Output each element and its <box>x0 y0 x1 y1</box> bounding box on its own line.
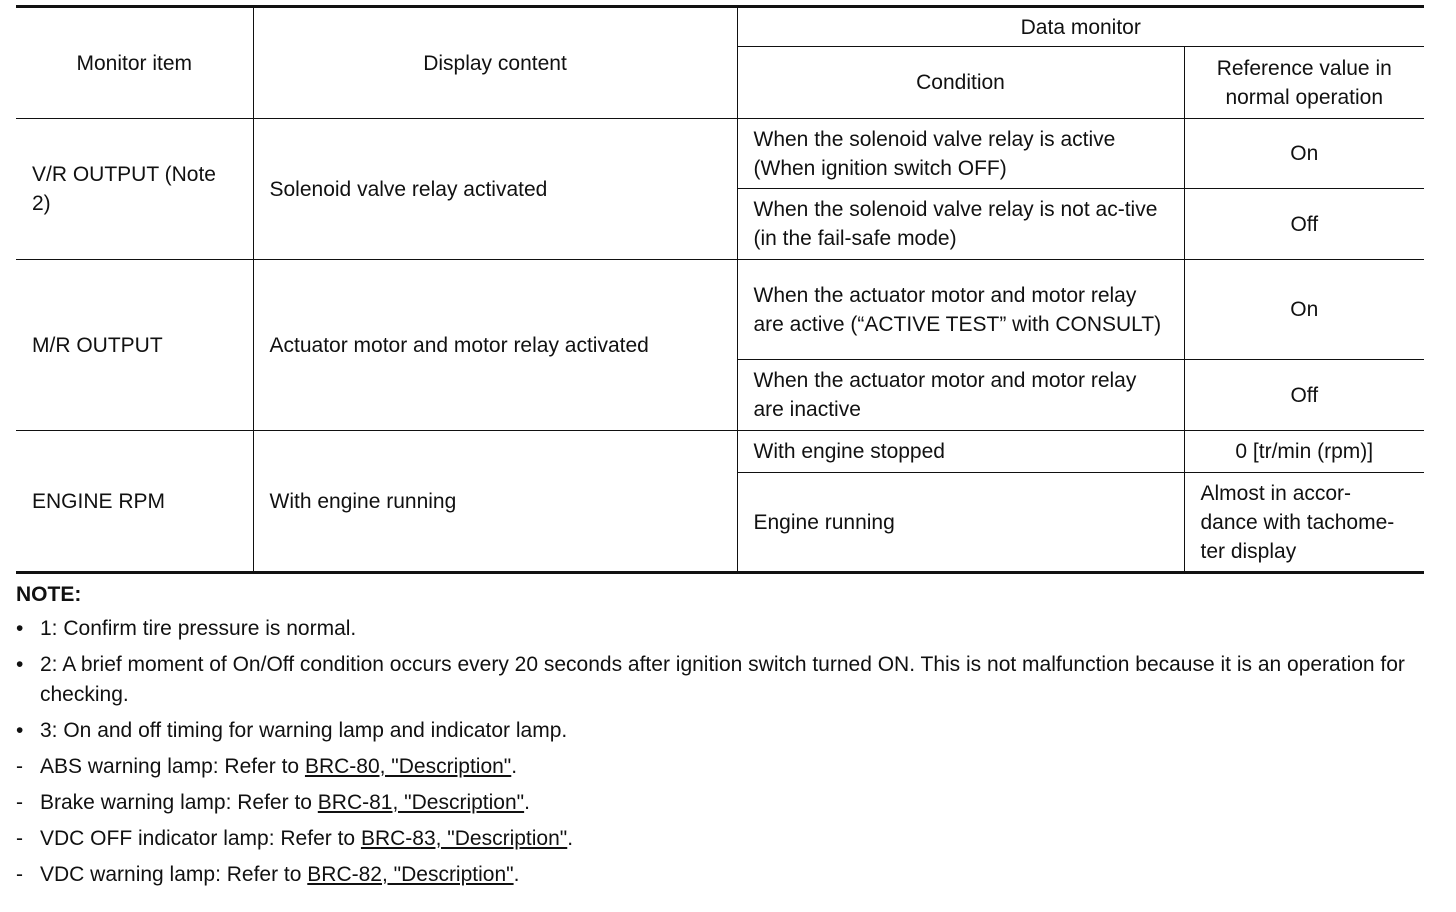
dash-mark: - <box>16 827 23 850</box>
header-display-content: Display content <box>253 7 737 119</box>
reference-link-brc-82[interactable]: BRC-82, "Description" <box>307 863 514 886</box>
display-content-cell: Actuator motor and motor relay activated <box>253 260 737 431</box>
reference-suffix: . <box>567 827 574 850</box>
reference-link-brc-83[interactable]: BRC-83, "Description" <box>360 827 568 850</box>
condition-cell: Engine running <box>737 473 1184 573</box>
note-text: 2: A brief moment of On/Off condition occurs every 20 seconds after ignition switch turned ON. This is not malfunction because it is an operation for checking. <box>40 653 1405 706</box>
note-item <box>16 650 1424 710</box>
reference-value-cell: Almost in accor-dance with tachome-ter display <box>1184 473 1424 573</box>
reference-prefix: ABS warning lamp: Refer to <box>40 755 305 778</box>
reference-value-cell: On <box>1184 260 1424 360</box>
reference-suffix: . <box>511 755 518 778</box>
reference-item <box>16 860 1424 890</box>
dash-mark: - <box>16 863 23 886</box>
notes-section <box>16 580 1424 890</box>
reference-value-cell: Off <box>1184 189 1424 260</box>
data-monitor-table <box>16 5 1424 574</box>
monitor-item-cell: M/R OUTPUT <box>16 260 253 431</box>
reference-value-cell: Off <box>1184 360 1424 431</box>
reference-link-brc-81[interactable]: BRC-81, "Description" <box>317 791 525 814</box>
reference-suffix: . <box>524 791 530 814</box>
header-reference-value: Reference value in normal operation <box>1184 47 1424 119</box>
display-content-cell: Solenoid valve relay activated <box>253 119 737 260</box>
header-monitor-item: Monitor item <box>16 7 253 119</box>
header-condition: Condition <box>737 47 1184 119</box>
condition-cell: With engine stopped <box>737 431 1184 473</box>
reference-item <box>16 788 1424 818</box>
condition-cell: When the solenoid valve relay is active (When ignition switch OFF) <box>737 119 1184 189</box>
reference-prefix: VDC warning lamp: Refer to <box>40 863 308 886</box>
table-row <box>16 119 1424 189</box>
dash-mark: - <box>16 755 23 778</box>
reference-link-brc-80[interactable]: BRC-80, "Description" <box>304 755 512 778</box>
reference-value-cell: 0 [tr/min (rpm)] <box>1184 431 1424 473</box>
table-row <box>16 431 1424 473</box>
note-text: 1: Confirm tire pressure is normal. <box>40 617 357 640</box>
monitor-item-cell: V/R OUTPUT (Note 2) <box>16 119 253 260</box>
reference-prefix: Brake warning lamp: Refer to <box>40 791 318 814</box>
note-item <box>16 614 1424 644</box>
header-data-monitor: Data monitor <box>737 7 1424 47</box>
document-page <box>16 5 1424 896</box>
reference-item <box>16 752 1424 782</box>
reference-value-cell: On <box>1184 119 1424 189</box>
bullet-mark: • <box>16 617 24 640</box>
display-content-cell: With engine running <box>253 431 737 573</box>
reference-prefix: VDC OFF indicator lamp: Refer to <box>40 827 361 850</box>
bullet-mark: • <box>16 653 24 676</box>
table-header-row <box>16 7 1424 47</box>
notes-title: NOTE: <box>16 583 82 606</box>
reference-item <box>16 824 1424 854</box>
bullet-mark: • <box>16 719 24 742</box>
note-item <box>16 716 1424 746</box>
condition-cell: When the solenoid valve relay is not ac-tive (in the fail-safe mode) <box>737 189 1184 260</box>
reference-suffix: . <box>513 863 520 886</box>
condition-cell: When the actuator motor and motor relay are active (“ACTIVE TEST” with CONSULT) <box>737 260 1184 360</box>
table-row <box>16 260 1424 360</box>
note-text: 3: On and off timing for warning lamp and indicator lamp. <box>40 719 568 742</box>
condition-cell: When the actuator motor and motor relay are inactive <box>737 360 1184 431</box>
dash-mark: - <box>16 791 23 814</box>
monitor-item-cell: ENGINE RPM <box>16 431 253 573</box>
